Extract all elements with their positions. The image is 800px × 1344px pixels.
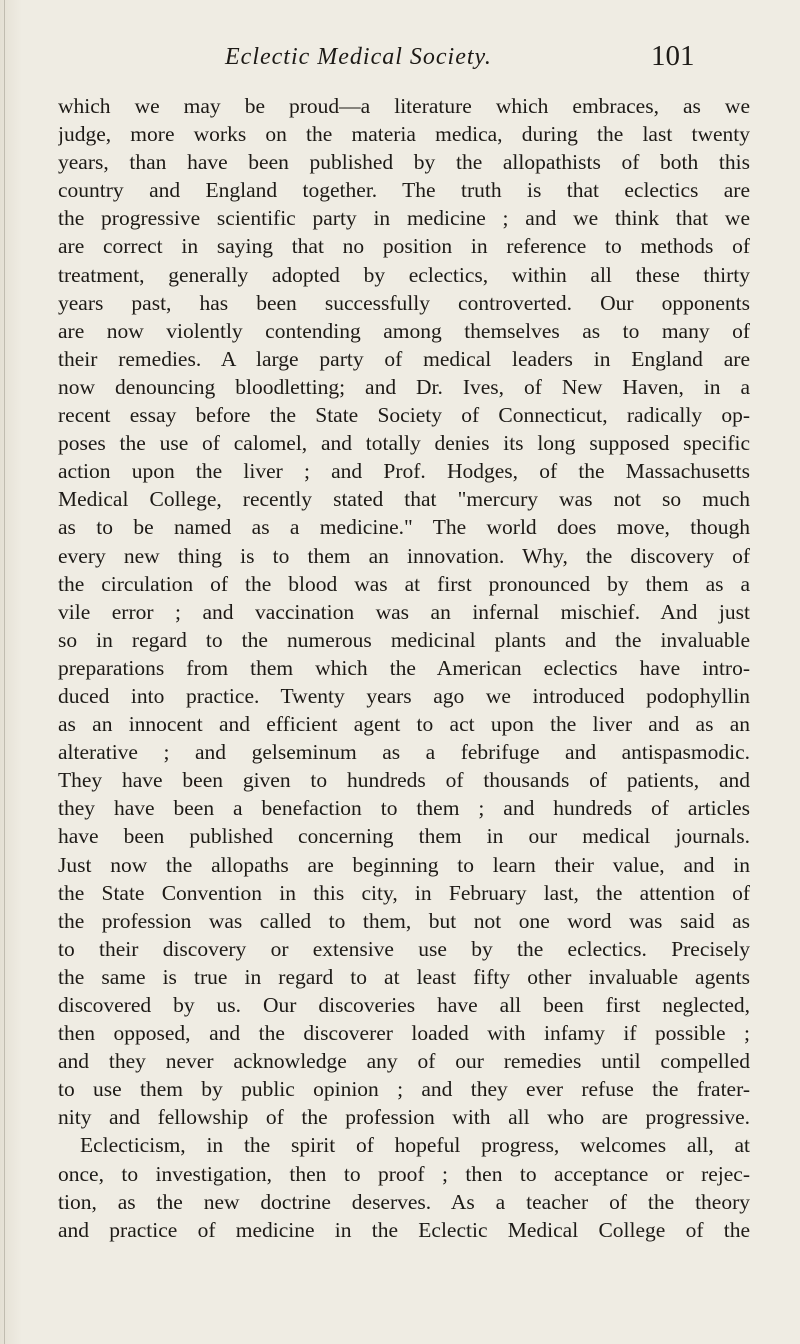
text-line: country and England together. The truth is that eclectics are xyxy=(58,178,750,203)
text-line: and practice of medicine in the Eclectic Medical College of the xyxy=(58,1217,750,1242)
text-line: recent essay before the State Society of Connecticut, radically op- xyxy=(58,403,750,428)
text-line: the circulation of the blood was at first pronounced by them as a xyxy=(58,571,750,596)
text-line: as an innocent and efficient agent to act upon the liver and as an xyxy=(58,712,750,737)
text-line: the profession was called to them, but not one word was said as xyxy=(58,908,750,933)
text-line: judge, more works on the materia medica, during the last twenty xyxy=(58,122,750,147)
text-line: to use them by public opinion ; and they ever refuse the frater- xyxy=(58,1077,750,1102)
text-line: treatment, generally adopted by eclectics, within all these thirty xyxy=(58,262,750,287)
text-line: years past, has been successfully controverted. Our opponents xyxy=(58,290,750,315)
text-line: are now violently contending among themselves as to many of xyxy=(58,318,750,343)
text-line: they have been a benefaction to them ; and hundreds of articles xyxy=(58,796,750,821)
text-line: as to be named as a medicine." The world does move, though xyxy=(58,515,750,540)
text-line: action upon the liver ; and Prof. Hodges, of the Massachusetts xyxy=(58,459,750,484)
text-line-paragraph-start: Eclecticism, in the spirit of hopeful progress, welcomes all, at xyxy=(80,1133,750,1158)
text-line: Medical College, recently stated that "mercury was not so much xyxy=(58,487,750,512)
text-line: tion, as the new doctrine deserves. As a teacher of the theory xyxy=(58,1189,750,1214)
text-line: Just now the allopaths are beginning to learn their value, and in xyxy=(58,852,750,877)
text-line: have been published concerning them in our medical journals. xyxy=(58,824,750,849)
text-line: then opposed, and the discoverer loaded with infamy if possible ; xyxy=(58,1021,750,1046)
text-line: their remedies. A large party of medical leaders in England are xyxy=(58,346,750,371)
text-line: once, to investigation, then to proof ; then to acceptance or rejec- xyxy=(58,1161,750,1186)
text-line: poses the use of calomel, and totally denies its long supposed specific xyxy=(58,431,750,456)
text-line: so in regard to the numerous medicinal plants and the invaluable xyxy=(58,627,750,652)
text-line: every new thing is to them an innovation. Why, the discovery of xyxy=(58,543,750,568)
text-line: alterative ; and gelseminum as a febrifuge and antispasmodic. xyxy=(58,740,750,765)
text-line: duced into practice. Twenty years ago we introduced podophyllin xyxy=(58,683,750,708)
text-line: to their discovery or extensive use by the eclectics. Precisely xyxy=(58,936,750,961)
text-line: which we may be proud—a literature which embraces, as we xyxy=(58,94,750,118)
text-line: discovered by us. Our discoveries have all been first neglected, xyxy=(58,993,750,1017)
text-line: and they never acknowledge any of our remedies until compelled xyxy=(58,1049,750,1074)
text-line: the State Convention in this city, in February last, the attention of xyxy=(58,880,750,905)
text-line: the same is true in regard to at least fifty other invaluable agents xyxy=(58,964,750,989)
text-line: preparations from them which the American eclectics have intro- xyxy=(58,655,750,680)
text-line: the progressive scientific party in medicine ; and we think that we xyxy=(58,206,750,231)
text-line: are correct in saying that no position in reference to methods of xyxy=(58,234,750,259)
page-number: 101 xyxy=(651,40,695,72)
body-text xyxy=(58,92,750,1244)
text-line: They have been given to hundreds of thousands of patients, and xyxy=(58,768,750,793)
text-line: nity and fellowship of the profession with all who are progressive. xyxy=(58,1105,750,1130)
text-line: vile error ; and vaccination was an infernal mischief. And just xyxy=(58,599,750,624)
text-line: now denouncing bloodletting; and Dr. Ives, of New Haven, in a xyxy=(58,374,750,399)
page-edge-rule xyxy=(4,0,5,1344)
text-line: years, than have been published by the allopathists of both this xyxy=(58,150,750,175)
running-head-title: Eclectic Medical Society. xyxy=(225,44,492,70)
